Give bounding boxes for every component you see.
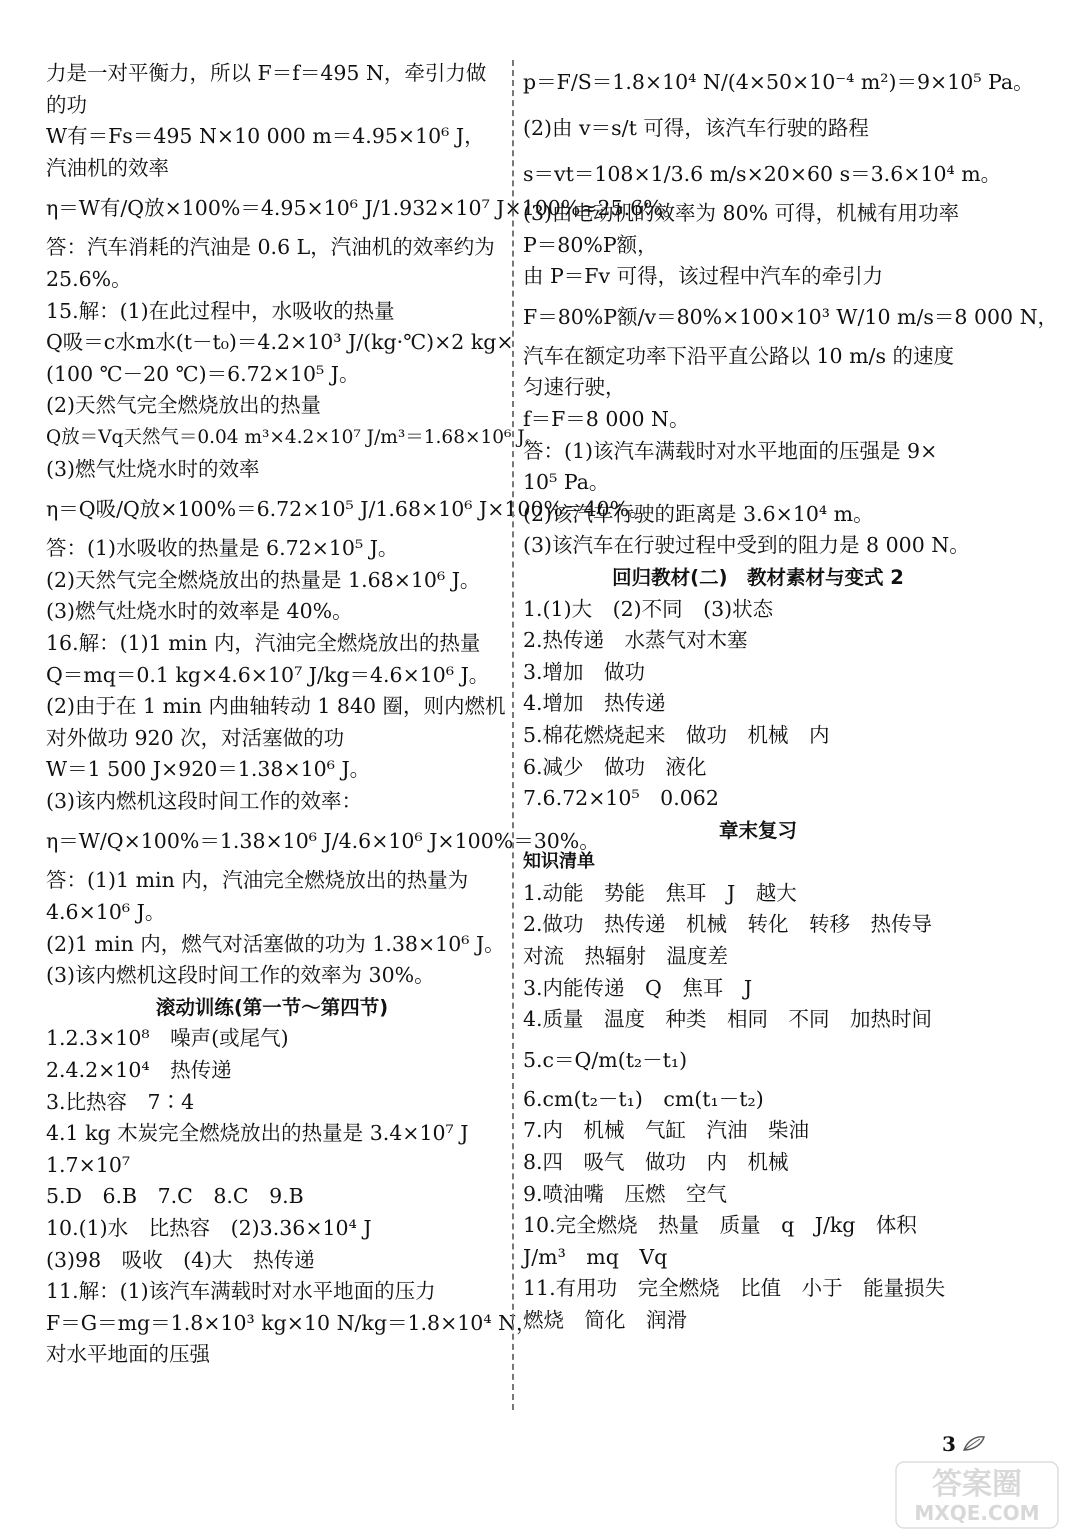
text-line: 4.增加 热传递 — [523, 691, 666, 716]
text-line: 匀速行驶， — [523, 375, 626, 400]
text-line: (3)该内燃机这段时间工作的效率为 30%。 — [46, 963, 435, 988]
text-line: 汽车在额定功率下沿平直公路以 10 m/s 的速度 — [523, 343, 954, 368]
watermark-logo — [892, 1458, 1062, 1532]
text-line: f＝F＝8 000 N。 — [523, 406, 690, 431]
text-line: 7.6.72×10⁵ 0.062 — [523, 786, 719, 811]
text-line: 9.喷油嘴 压燃 空气 — [523, 1181, 728, 1206]
text-line: 10.(1)水 比热容 (2)3.36×10⁴ J — [46, 1216, 372, 1240]
text-line: 4.质量 温度 种类 相同 不同 加热时间 — [523, 1007, 933, 1032]
subsection-heading: 知识清单 — [523, 851, 595, 873]
formula-line: p＝F/S＝1.8×10⁴ N/(4×50×10⁻⁴ m²)＝9×10⁵ Pa。 — [523, 70, 1034, 94]
formula-line: F＝80%P额/v＝80%×100×10³ W/10 m/s＝8 000 N， — [523, 304, 1059, 329]
text-line: W＝1 500 J×920＝1.38×10⁶ J。 — [46, 757, 371, 782]
text-line: 1.2.3×10⁸ 噪声(或尾气) — [46, 1026, 289, 1051]
text-line: 10.完全燃烧 热量 质量 q J/kg 体积 — [523, 1213, 917, 1238]
text-line: 16.解：(1)1 min 内，汽油完全燃烧放出的热量 — [46, 630, 481, 655]
text-line: 答：(1)该汽车满载时对水平地面的压强是 9× — [523, 438, 938, 463]
watermark-top: 答案圈 — [932, 1467, 1022, 1502]
text-line: 3.比热容 7∶4 — [46, 1089, 195, 1114]
text-line: (3)燃气灶烧水时的效率是 40%。 — [46, 599, 353, 624]
column-divider — [512, 60, 514, 1410]
text-line: (2)天然气完全燃烧放出的热量是 1.68×10⁶ J。 — [46, 567, 481, 592]
text-line: (3)98 吸收 (4)大 热传递 — [46, 1247, 315, 1272]
text-line: (2)1 min 内，燃气对活塞做的功为 1.38×10⁶ J。 — [46, 931, 505, 956]
text-line: F＝G＝mg＝1.8×10³ kg×10 N/kg＝1.8×10⁴ N， — [46, 1310, 537, 1335]
text-line: 汽油机的效率 — [46, 155, 169, 180]
right-column — [523, 58, 1059, 1337]
formula-line: (2)由 v＝s/t 可得，该汽车行驶的路程 — [523, 116, 869, 140]
text-line: 对外做功 920 次，对活塞做的功 — [46, 725, 345, 750]
text-line: 11.解：(1)该汽车满载时对水平地面的压力 — [46, 1279, 436, 1304]
section-heading: 章末复习 — [718, 818, 797, 842]
text-line: (3)该内燃机这段时间工作的效率： — [46, 788, 363, 813]
formula-line: s＝vt＝108×1/3.6 m/s×20×60 s＝3.6×10⁴ m。 — [523, 162, 1002, 186]
formula-line: η＝W/Q×100%＝1.38×10⁶ J/4.6×10⁶ J×100%＝30%。 — [46, 829, 600, 854]
text-line: Q＝mq＝0.1 kg×4.6×10⁷ J/kg＝4.6×10⁶ J。 — [46, 662, 490, 687]
text-line: Q放＝Vq天然气＝0.04 m³×4.2×10⁷ J/m³＝1.68×10⁶ J。 — [46, 426, 544, 448]
watermark-bottom: MXQE.COM — [914, 1501, 1040, 1525]
text-line: 6.cm(t₂－t₁) cm(t₁－t₂) — [523, 1086, 764, 1111]
text-line: (2)由于在 1 min 内曲轴转动 1 840 圈，则内燃机 — [46, 694, 506, 719]
text-line: 力是一对平衡力，所以 F＝f＝495 N，牵引力做 — [46, 61, 487, 85]
text-line: 6.减少 做功 液化 — [523, 754, 707, 779]
text-line: W有＝Fs＝495 N×10 000 m＝4.95×10⁶ J， — [46, 124, 485, 149]
text-line: 1.7×10⁷ — [46, 1152, 131, 1177]
text-line: 7.内 机械 气缸 汽油 柴油 — [523, 1118, 810, 1143]
text-line: 8.四 吸气 做功 内 机械 — [523, 1150, 789, 1175]
text-line: 1.(1)大 (2)不同 (3)状态 — [523, 596, 774, 621]
text-line: (3)该汽车在行驶过程中受到的阻力是 8 000 N。 — [523, 533, 970, 558]
text-line: (100 ℃－20 ℃)＝6.72×10⁵ J。 — [46, 361, 360, 386]
text-line: 2.热传递 水蒸气对木塞 — [523, 628, 748, 653]
text-line: 25.6%。 — [46, 266, 132, 291]
text-line: 10⁵ Pa。 — [523, 470, 610, 495]
section-heading: 回归教材(二) 教材素材与变式 2 — [612, 565, 904, 589]
section-heading: 滚动训练(第一节～第四节) — [155, 995, 389, 1019]
text-line: 答：(1)1 min 内，汽油完全燃烧放出的热量为 — [46, 868, 469, 893]
text-line: 4.1 kg 木炭完全燃烧放出的热量是 3.4×10⁷ J — [46, 1121, 469, 1146]
text-line: 4.6×10⁶ J。 — [46, 900, 166, 925]
formula-line: η＝Q吸/Q放×100%＝6.72×10⁵ J/1.68×10⁶ J×100%＝40%。 — [46, 497, 650, 522]
text-line: P＝80%P额， — [523, 232, 658, 257]
text-line: 对水平地面的压强 — [46, 1342, 210, 1367]
text-line: 15.解：(1)在此过程中，水吸收的热量 — [46, 298, 395, 323]
text-line: 1.动能 势能 焦耳 J 越大 — [523, 880, 797, 905]
text-line: 对流 热辐射 温度差 — [523, 944, 728, 969]
text-line: J/m³ mq Vq — [523, 1244, 668, 1269]
text-line: 11.有用功 完全燃烧 比值 小于 能量损失 — [523, 1276, 946, 1301]
formula-line: 5.c＝Q/m(t₂－t₁) — [523, 1047, 688, 1072]
text-line: (2)该汽车行驶的距离是 3.6×10⁴ m。 — [523, 501, 874, 526]
text-line: Q吸＝c水m水(t－t₀)＝4.2×10³ J/(kg·℃)×2 kg× — [46, 330, 514, 355]
formula-line: η＝W有/Q放×100%＝4.95×10⁶ J/1.932×10⁷ J×100%≈25.6%。 — [46, 196, 684, 221]
text-line: 答：(1)水吸收的热量是 6.72×10⁵ J。 — [46, 536, 399, 561]
text-line: 由 P＝Fv 可得，该过程中汽车的牵引力 — [523, 264, 884, 289]
leaf-icon — [962, 1434, 986, 1454]
text-line: 3.增加 做功 — [523, 659, 646, 684]
text-line: 2.做功 热传递 机械 转化 转移 热传导 — [523, 912, 933, 937]
text-line: 5.棉花燃烧起来 做功 机械 内 — [523, 722, 830, 747]
text-line: 2.4.2×10⁴ 热传递 — [46, 1058, 232, 1083]
text-line: (3)燃气灶烧水时的效率 — [46, 456, 260, 481]
text-line: 答：汽车消耗的汽油是 0.6 L，汽油机的效率约为 — [46, 235, 495, 260]
page-number: 3 — [942, 1432, 956, 1456]
text-line: 的功 — [46, 92, 87, 117]
text-line: 燃烧 简化 润滑 — [523, 1308, 687, 1332]
text-line: (2)天然气完全燃烧放出的热量 — [46, 393, 322, 418]
text-line: 3.内能传递 Q 焦耳 J — [523, 975, 753, 1000]
text-line: 5.D 6.B 7.C 8.C 9.B — [46, 1184, 304, 1209]
text-line: (3)由电动机的效率为 80% 可得，机械有用功率 — [523, 201, 960, 225]
